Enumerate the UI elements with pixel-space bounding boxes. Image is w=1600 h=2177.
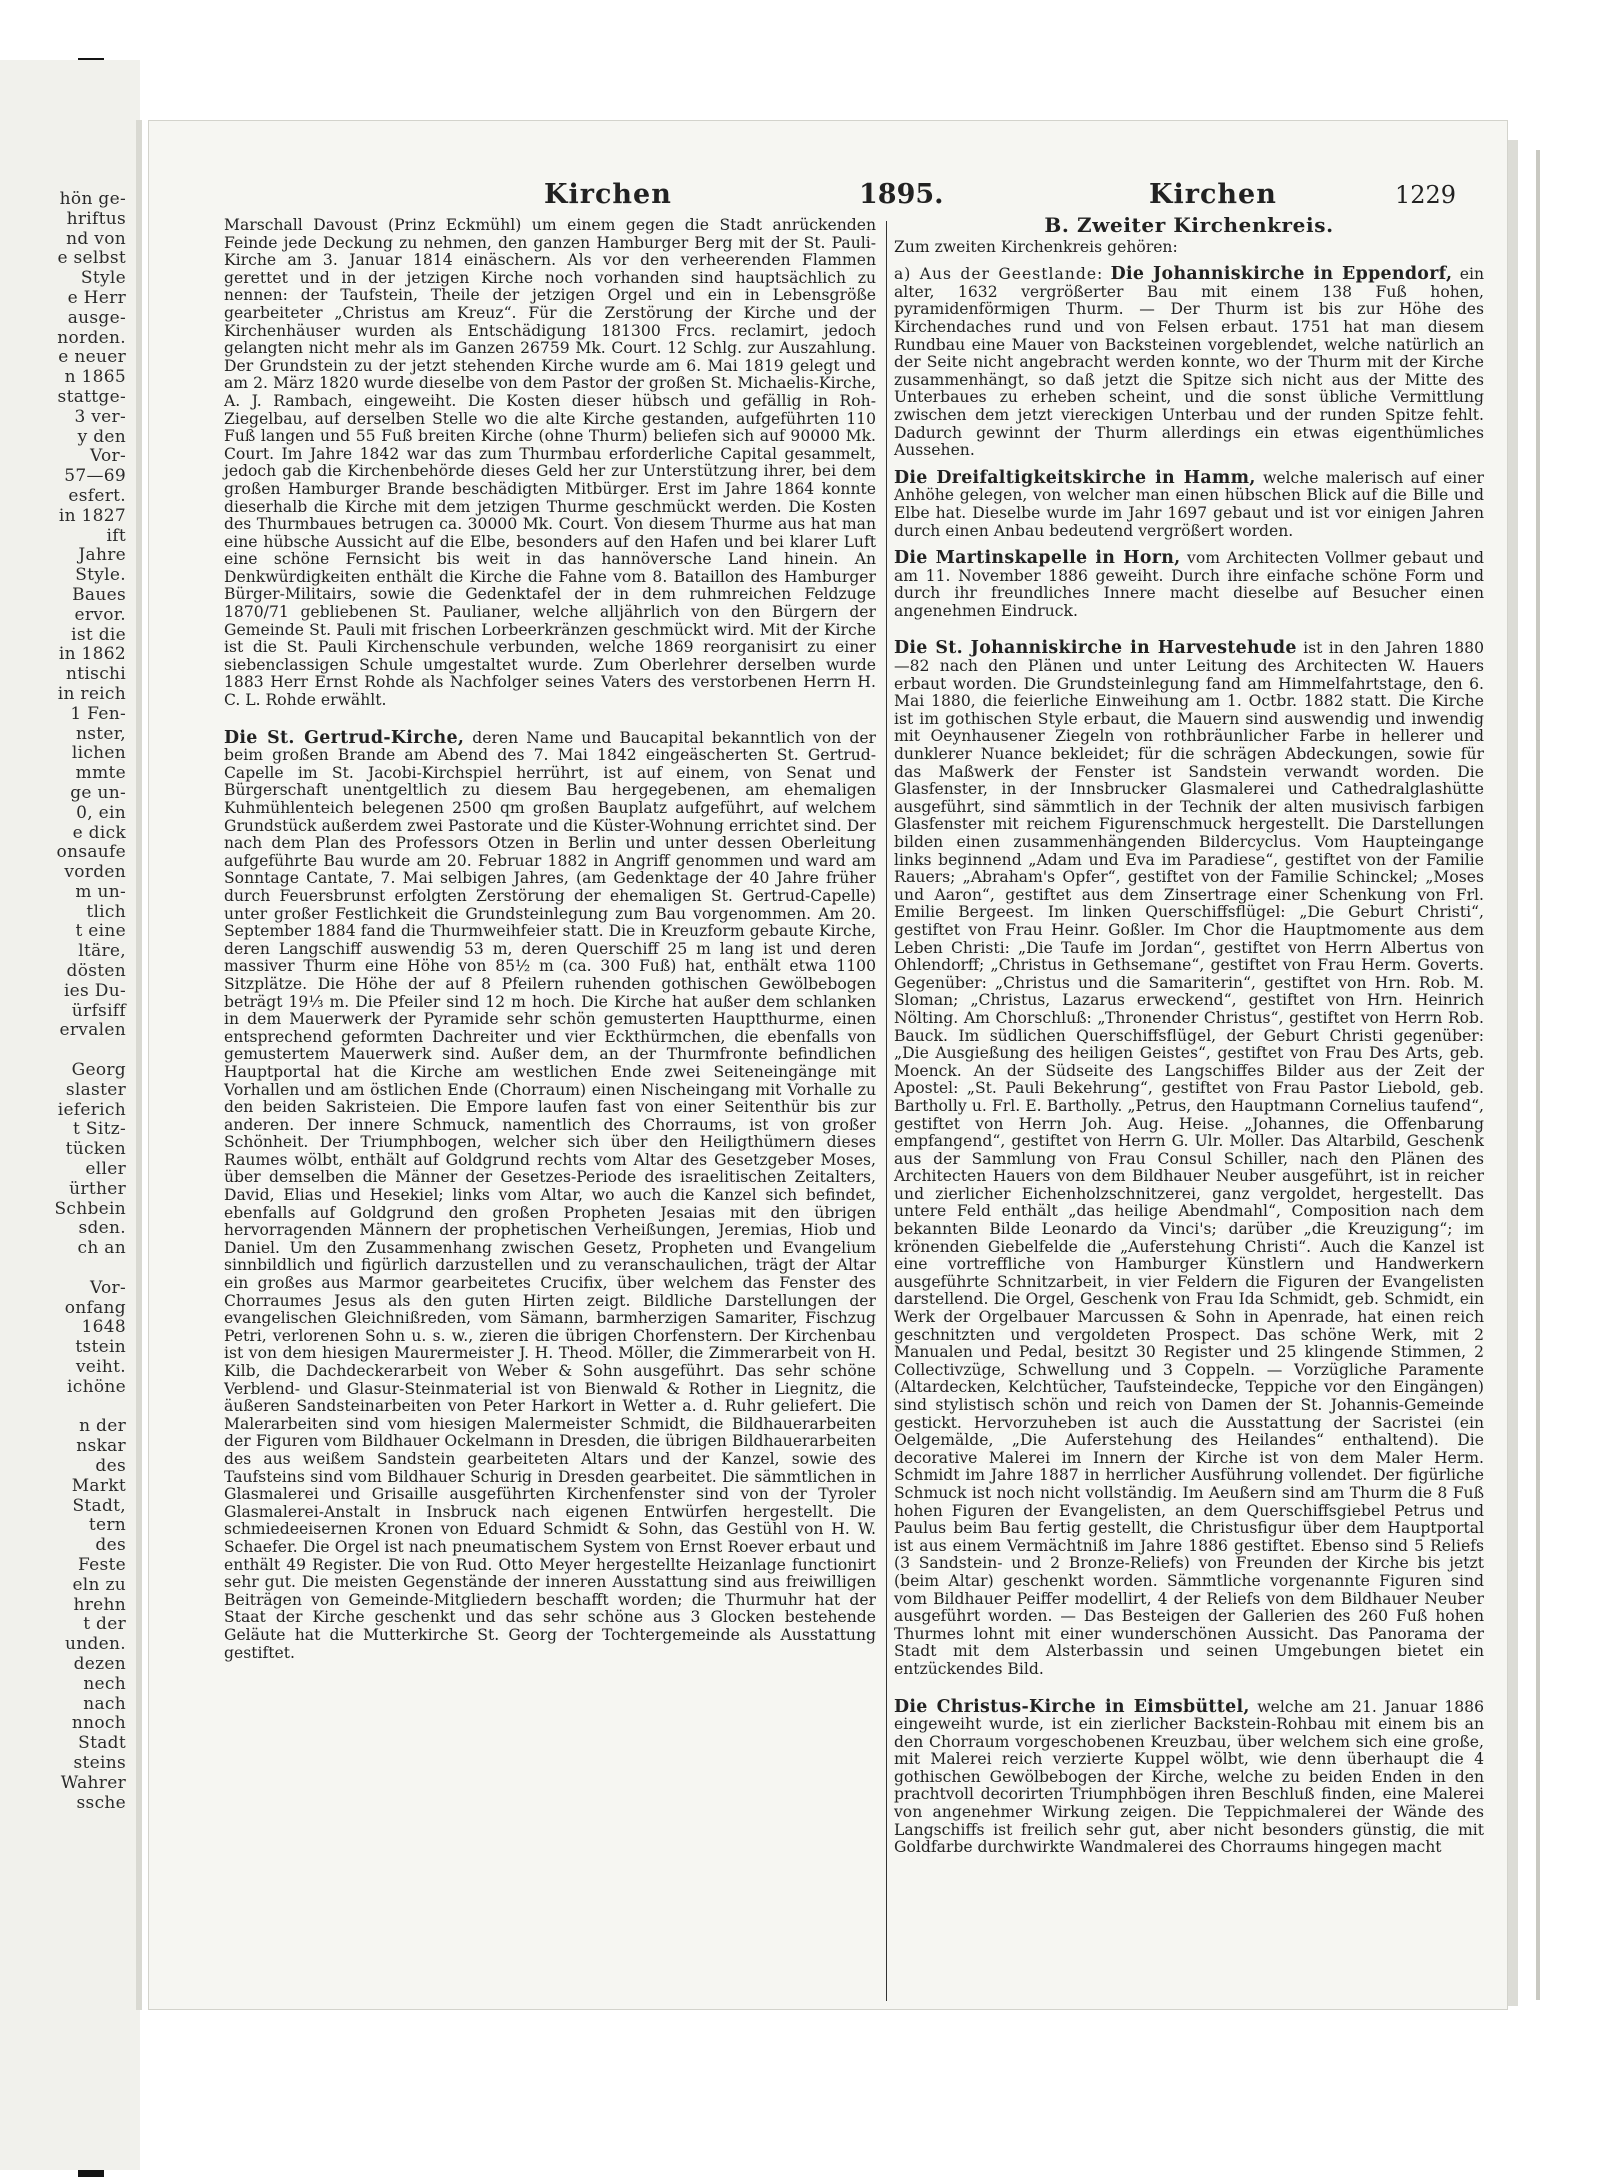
previous-page-line: stattge- (57, 386, 126, 407)
running-title-right: Kirchen (1149, 179, 1277, 210)
st-gertrud-heading: Die St. Gertrud-Kirche, (224, 727, 465, 748)
previous-page-line: des (95, 1535, 126, 1556)
previous-page-line: esfert. (68, 485, 126, 506)
running-header (149, 179, 1507, 215)
previous-page-line: 57—69 (64, 466, 126, 487)
section-intro: Zum zweiten Kirchenkreis gehören: (894, 237, 1178, 256)
previous-page-line: norden. (57, 327, 126, 348)
book-spine (136, 120, 142, 2010)
right-column (894, 213, 1484, 1867)
previous-page-line: t der (83, 1614, 126, 1635)
previous-page-line: Vor- (89, 446, 126, 467)
page-number: 1229 (1395, 181, 1457, 209)
previous-page-line: 1648 (81, 1317, 126, 1338)
hamm-paragraph (894, 467, 1484, 540)
eppendorf-paragraph (894, 266, 1484, 460)
previous-page-line: ch an (77, 1238, 126, 1259)
page-edge-shadow (1536, 150, 1540, 2000)
previous-page-line: tstein (75, 1337, 126, 1358)
previous-page-line: tlich (86, 901, 126, 922)
previous-page-line: dezen (73, 1653, 126, 1674)
previous-page-line: Georg (71, 1060, 126, 1081)
previous-page-line: nskar (76, 1436, 126, 1457)
previous-page-line: m un- (75, 881, 126, 902)
previous-page-line: ürther (69, 1178, 126, 1199)
previous-page-line: onfang (64, 1297, 126, 1318)
previous-page-line: ge un- (70, 782, 126, 803)
previous-page-line: nech (83, 1673, 126, 1694)
previous-page-line: hrehn (73, 1594, 126, 1615)
previous-page-line: ssche (76, 1792, 126, 1813)
previous-page-edge (0, 60, 140, 2170)
previous-page-line: Jahre (78, 545, 126, 566)
previous-page-line: e neuer (58, 347, 126, 368)
previous-page-line: veiht. (75, 1357, 126, 1378)
previous-page-line: Schbein (54, 1198, 126, 1219)
book-page (148, 120, 1508, 2010)
previous-page-line: Stadt, (72, 1495, 126, 1516)
previous-page-line: Stadt (78, 1733, 126, 1754)
column-rule (886, 221, 887, 2001)
previous-page-line: ntischi (66, 664, 126, 685)
previous-page-line: e selbst (57, 248, 126, 269)
section-title: B. Zweiter Kirchenkreis. (1044, 213, 1334, 237)
previous-page-line: Markt (71, 1475, 126, 1496)
previous-page-line: n 1865 (64, 367, 126, 388)
harvestehude-text: ist in den Jahren 1880—82 nach den Plänen und unter Leitung des Architecten W. Hauers erbaut worden. Die Grundsteinlegung fand am Himmelfahrtstage, den 6. Mai 1880, die feierliche Einweihung am 1. Octbr. 1882 statt. Die Kirche ist im gothischen Style erbaut, die Mauern sind auswendig und inwendig mit Oeynhausener Ziegeln von rothbräunlicher Farbe in hellerer und dunklerer Nuance bekleidet; für die schrägen Abdeckungen, sowie für das Maßwerk der Fenster ist Sandstein verwandt worden. Die Glasfenster, in der Innsbrucker Glasmalerei und Cathedralglashütte ausgeführt, sind sämmtlich in der Technik der alten musivisch farbigen Glasfenster mit reichem Figurenschmuck hergestellt. Die Darstellungen bilden einen zusammenhängenden Bildercyclus. Vom Haupteingange links beginnend „Adam und Eva im Paradiese“, gestiftet von der Familie Rauers; „Abraham's Opfer“, gestiftet von der Familie Schinckel; „Moses und Aaron“, gestiftet aus dem Zinsertrage einer Schenkung von Frl. Emilie Bergeest. Im linken Querschiffsflügel: „Die Geburt Christi“, gestiftet von Frau Heinr. Goßler. Im Chor die Hauptmomente aus dem Leben Christi: „Die Taufe im Jordan“, gestiftet von Herrn Albertus von Ohlendorff; „Christus in Gethsemane“, gestiftet von Frau Herm. Goverts. Gegenüber: „Christus und die Samariterin“, gestiftet von Hrn. Rob. M. Sloman; „Christus, Lazarus erweckend“, gestiftet von Hrn. Heinrich Nölting. Am Chorschluß: „Thronender Christus“, gestiftet von Herrn Rob. Bauck. Im südlichen Querschiffsflügel, der Geburt Christi gegenüber: „Die Ausgießung des heiligen Geistes“, gestiftet von Frau Des Arts, geb. Moenck. An der Südseite des Langschiffes Bilder aus der Zeit der Apostel: „St. Pauli Bekehrung“, gestiftet von Frau Pastor Liebold, geb. Bartholly u. Frl. E. Bartholly. „Petrus, den Hauptmann Cornelius taufend“, gestiftet von Herrn Joh. Aug. Heise. „Johannes, die Offenbarung empfangend“, gestiftet von Herrn G. Ulr. Moller. Das Altarbild, Geschenk aus der Sammlung von Frau Consul Schiller, nach den Plänen des Architecten Hauers von dem Bildhauer Neuber ausgeführt, ist in reicher und zierlicher Eichenholzschnitzerei, ganz vergoldet, hergestellt. Das untere Feld enthält „das heilige Abendmahl“, Composition nach dem bekannten Bilde Leonardo da Vinci's; darüber „die Kreuzigung“; im krönenden Giebelfelde die „Auferstehung Christi“. Auch die Kanzel ist eine vortreffliche von Hamburger Künstlern und Handwerkern ausgeführte Schnitzarbeit, in vier Feldern die Figuren der Evangelisten darstellend. Die Orgel, Geschenk von Frau Ida Schmidt, geb. Schmidt, ein Werk der Orgelbauer Marcussen & Sohn in Apenrade, hat einen reich geschnitzten und vergoldeten Prospect. Das schöne Werk, mit 2 Manualen und Pedal, besitzt 30 Register und 25 klingende Stimmen, 2 Collectivzüge, Schwellung und 3 Coppeln. — Vorzügliche Paramente (Altardecken, Kelchtücher, Taufsteindecke, Teppiche vor den Eingängen) sind stylistisch schön und reich von Damen der St. Johannis-Gemeinde gestickt. Hervorzuheben ist auch die Ausstattung der Sacristei (ein Oelgemälde, „Die Auferstehung des Heilandes“ enthaltend). Die decorative Malerei im Innern der Kirche ist von dem Maler Herm. Schmidt im Jahre 1887 in herrlicher Ausführung vollendet. Der figürliche Schmuck ist noch nicht vollständig. Im Aeußern sind am Thurm die 8 Fuß hohen Figuren der Evangelisten, an dem Querschiffsgiebel Petrus und Paulus beim Bau fertig gestellt, die Christusfigur über dem Hauptportal ist aus einem Vermächtniß im Jahre 1886 gestiftet. Ebenso sind 5 Reliefs (3 Sandstein- und 2 Bronze-Reliefs) von Freunden der Kirche bis jetzt (beim Altar) geschenkt worden. Sämmtliche vorgenannte Figuren sind vom Bildhauer Peiffer modellirt, 4 der Reliefs von dem Bildhauer Neuber ausgeführt worden. — Das Besteigen der Gallerien des 260 Fuß hohen Thurmes lohnt mit einer wunderschönen Aussicht. Das Panorama der Stadt mit dem Alsterbassin und seinen Umgebungen bietet ein entzückendes Bild. (894, 639, 1484, 1678)
st-gertrud-paragraph (224, 727, 876, 1662)
eimsbuettel-paragraph (894, 1696, 1484, 1857)
previous-page-line: ürfsiff (71, 1000, 126, 1021)
previous-page-line: lichen (71, 743, 126, 764)
subsection-label: a) Aus der Geestlande: (894, 265, 1104, 284)
previous-page-line: e Herr (67, 287, 126, 308)
previous-page-line: ist die (71, 624, 126, 645)
previous-page-line: Style. (75, 565, 126, 586)
horn-text: vom Architecten Vollmer gebaut und am 11. November 1886 geweiht. Durch ihre einfache schöne Form und durch ihr freundliches Innere macht dieselbe auf Besucher einen angenehmen Eindruck. (894, 549, 1484, 620)
previous-page-line: nach (83, 1693, 126, 1714)
previous-page-line: steins (73, 1752, 126, 1773)
previous-page-line: eller (85, 1159, 126, 1180)
running-year: 1895. (859, 179, 944, 210)
previous-page-line: ervalen (59, 1020, 126, 1041)
harvestehude-paragraph (894, 640, 1484, 1678)
running-title-left: Kirchen (544, 179, 672, 210)
previous-page-line: ieferich (57, 1099, 126, 1120)
st-pauli-paragraph: Marschall Davoust (Prinz Eckmühl) um einem gegen die Stadt anrückenden Feinde jede Deckung zu nehmen, den ganzen Hamburger Berg mit der St. Pauli-Kirche am 3. Januar 1814 einäschern. Als vor den verheerenden Flammen gerettet und in der jetzigen Kirche noch vorhanden sind hauptsächlich zu nennen: der Taufstein, Theile der jetzigen Orgel und ein in Lebensgröße gearbeiteter „Christus am Kreuz“. Für die Zerstörung der Kirche und der Kirchenhäuser wurden als Entschädigung 181300 Frcs. reclamirt, jedoch gelangten nicht mehr als im Ganzen 26759 Mk. Court. 12 Schlg. zur Auszahlung. Der Grundstein zu der jetzt stehenden Kirche wurde am 6. Mai 1819 gelegt und am 2. März 1820 wurde dieselbe von dem Pastor der großen St. Michaelis-Kirche, A. J. Rambach, eingeweiht. Die Kosten dieser hübsch und gefällig in Roh-Ziegelbau, auf derselben Stelle wo die alte Kirche gestanden, aufgeführten 110 Fuß langen und 55 Fuß breiten Kirche (ohne Thurm) beliefen sich auf 90000 Mk. Court. Im Jahre 1842 war das zum Thurmbau erforderliche Capital gesammelt, jedoch gab die Kirchenbehörde dieses Geld her zur Unterstützung ihrer, bei dem großen Hamburger Brande beschädigten Mitbürger. Erst im Jahre 1864 konnte dieserhalb die Kirche mit dem jetzigen Thurme geschmückt werden. Die Kosten des Thurmbaues betrugen ca. 30000 Mk. Court. Von diesem Thurme aus hat man eine hübsche Aussicht auf die Elbe, besonders auf den Hafen und bei klarer Luft eine schöne Fernsicht bis weit in das hannöversche Land hinein. An Denkwürdigkeiten enthält die Kirche die Fahne vom 8. Bataillon des Hamburger Bürger-Militairs, sowie die Gedenktafel der in dem ruhmreichen Feldzuge 1870/71 gebliebenen St. Paulianer, welche alljährlich von den Bürgern der Gemeinde St. Pauli mit frischen Lorbeerkränzen geschmückt wird. Mit der Kirche ist die St. Pauli Kirchenschule verbunden, welche 1869 reorganisirt zu einer siebenclassigen Schule umgestaltet wurde. Zum Oberlehrer derselben wurde 1883 Herr Ernst Rohde als Nachfolger seines Vaters des verstorbenen Herrn H. C. L. Rohde erwählt. (224, 216, 876, 710)
horn-heading: Die Martinskapelle in Horn, (894, 548, 1181, 569)
previous-page-line: t Sitz- (73, 1119, 126, 1140)
eppendorf-text: ein alter, 1632 vergrößerter Bau mit einem 138 Fuß hohen, pyramidenförmigen Thurm. — Der Thurm ist bis zur Höhe des Kirchendaches rund und von Felsen erbaut. 1751 hat man diesem Rundbau eine Mauer von Backsteinen vorgeblendet, welche natürlich an der Seite nicht angebracht werden konnte, wo der Thurm mit der Kirche zusammenhängt, so daß jetzt die Spitze sich nicht aus der Mitte des Unterbaues zu erheben scheint, und die sonst übliche Vermittlung zwischen dem jetzt viereckigen Unterbau und der runden Spitze fehlt. Dadurch gewinnt der Thurm allerdings ein etwas eigenthümliches Aussehen. (894, 265, 1484, 460)
previous-page-line: unden. (65, 1634, 126, 1655)
previous-page-line: nnoch (71, 1713, 126, 1734)
horn-paragraph (894, 550, 1484, 620)
previous-page-line: Vor- (89, 1277, 126, 1298)
previous-page-line: dösten (66, 961, 126, 982)
left-column (224, 217, 876, 1672)
previous-page-line: 3 ver- (74, 406, 126, 427)
previous-page-line: ausge- (67, 307, 126, 328)
previous-page-line: eln zu (72, 1574, 126, 1595)
previous-page-line: hriftus (66, 208, 126, 229)
previous-page-line: in reich (57, 683, 126, 704)
previous-page-line: ervor. (74, 604, 126, 625)
previous-page-line: Wahrer (60, 1772, 126, 1793)
previous-page-line: slaster (65, 1079, 126, 1100)
previous-page-line (0, 1259, 130, 1279)
page-edge (1508, 140, 1518, 2006)
previous-page-line: onsaufe (56, 842, 126, 863)
previous-page-line: ift (106, 525, 126, 546)
previous-page-line: in 1827 (58, 505, 126, 526)
previous-page-line: tücken (65, 1139, 126, 1160)
previous-page-line: nd von (66, 228, 126, 249)
previous-page-line: sden. (78, 1218, 126, 1239)
previous-page-line: mmte (75, 763, 126, 784)
previous-page-text (0, 190, 130, 1813)
previous-page-line: t eine (75, 921, 126, 942)
hamm-heading: Die Dreifaltigkeitskirche in Hamm, (894, 467, 1256, 488)
previous-page-line: vorden (64, 862, 126, 883)
previous-page-line: 1 Fen- (70, 703, 126, 724)
previous-page-line: y den (77, 426, 126, 447)
harvestehude-heading: Die St. Johanniskirche in Harvestehude (894, 638, 1297, 659)
previous-page-line: tern (88, 1515, 126, 1536)
previous-page-line: Feste (77, 1554, 126, 1575)
st-gertrud-text: deren Name und Baucapital bekanntlich von der beim großen Brande am Abend des 7. Mai 1842 eingeäscherten St. Gertrud-Capelle im St. Jacobi-Kirchspiel herrührt, ist auf einem, von Senat und Bürgerschaft unentgeltlich zu diesem Bau hergegebenen, am ehemaligen Kuhmühlenteich belegenen 2500 qm großen Bauplatz aufgeführt, auf welchem Grundstück außerdem zwei Pastorate und die Küster-Wohnung errichtet sind. Der nach dem Plan des Professors Otzen in Berlin und unter dessen Oberleitung aufgeführte Bau wurde am 20. Februar 1882 in Angriff genommen und ward am Sonntage Cantate, 7. Mai selbigen Jahres, (am Gedenktage der 40 Jahre früher durch Feuersbrunst erfolgten Zerstörung der ehemaligen St. Gertrud-Capelle) unter großer Festlichkeit die Grundsteinlegung zum Bau vorgenommen. Am 20. September 1884 fand die Thurmweihfeier statt. Die in Kreuzform gebaute Kirche, deren Langschiff auswendig 53 m, deren Querschiff 25 m lang ist und deren massiver Thurm eine Höhe von 85½ m (ca. 300 Fuß) hat, enthält etwa 1100 Sitzplätze. Die Höhe der auf 8 Pfeilern ruhenden gothischen Gewölbebogen beträgt 19⅓ m. Die Pfeiler sind 12 m hoch. Die Kirche hat außer dem schlanken in dem Mauerwerk der Pyramide sehr schön gemusterten Hauptthurme, einen entsprechend geformten Dachreiter und vier Eckthürmchen, die ebenfalls von gemustertem Mauerwerk sind. Außer dem, an der Thurmfronte befindlichen Hauptportal hat die Kirche am westlichen Ende zwei Seiteneingänge mit Vorhallen und am östlichen Ende (Chorraum) einen Nischeingang mit Vorhalle zu den beiden Sakristeien. Die Empore laufen fast von einer Seitenthür bis zur anderen. Der innere Schmuck, namentlich des Chorraums, ist von großer Schönheit. Der Triumphbogen, welcher sich über den Heiligthümern dieses Raumes wölbt, enthält auf Goldgrund rechts vom Altar des Gesetzgeber Moses, über demselben die Männer der Gesetzes-Periode des israelitischen Zeitalters, David, Elias und Hesekiel; links vom Altar, wo auch die Kanzel sich befindet, ebenfalls auf Goldgrund den großen Propheten Jesaias mit den übrigen hervorragenden Männern der prophetischen Verheißungen, Jeremias, Hiob und Daniel. Um den Zusammenhang zwischen Gesetz, Propheten und Evangelium sinnbildlich und figürlich darzustellen und zu veranschaulichen, trägt der Altar ein großes aus Marmor gearbeitetes Crucifix, über welchem das Fenster des Chorraumes Jesus als den guten Hirten zeigt. Bildliche Darstellungen der evangelischen Gleichnißreden, vom Sämann, barmherzigen Samariter, Fischzug Petri, verlorenen Sohn u. s. w., zieren die übrigen Chorfenstern. Der Kirchenbau ist von dem hiesigen Maurermeister J. H. Theod. Möller, die Zimmerarbeit von H. Kilb, die Dachdeckerarbeit von Weber & Sohn ausgeführt. Das sehr schöne Verblend- und Glasur-Steinmaterial ist von Bienwald & Rother in Liegnitz, die äußeren Sandsteinarbeiten von Peter Harkort in Wetter a. d. Ruhr geliefert. Die Malerarbeiten sind vom hiesigen Malermeister Schmidt, die Bildhauerarbeiten der Figuren vom Bildhauer Ockelmann in Dresden, die übrigen Bildhauerarbeiten des aus weißem Sandstein gearbeiteten Altars und der Kanzel, sowie des Taufsteins sind vom Bildhauer Schurig in Dresden gearbeitet. Die sämmtlichen in Glasmalerei und Grisaille ausgeführten Kirchenfenster sind von der Tyroler Glasmalerei-Anstalt in Insbruck nach eigenen Entwürfen hergestellt. Die schmiedeeisernen Kronen von Eduard Schmidt & Sohn, das Gestühl von H. W. Schaefer. Die Orgel ist nach pneumatischem System von Ernst Roever erbaut und enthält 49 Register. Die von Rud. Otto Meyer hergestellte Heizanlage functionirt sehr gut. Die meisten Gegenstände der inneren Ausstattung sind aus freiwilligen Beiträgen von Gemeinde-Mitgliedern beschafft worden; die Thurmuhr hat der Staat der Kirche geschenkt und das sehr schöne aus 3 Glocken bestehende Geläute hat die Mutterkirche St. Georg der Tochtergemeinde als Ausstattung gestiftet. (224, 728, 876, 1662)
eimsbuettel-text: welche am 21. Januar 1886 eingeweiht wurde, ist ein zierlicher Backstein-Rohbau mit einem bis an den Chorraum vorgeschobenen Kreuzbau, über welchem sich eine große, mit Malerei reich verzierte Kuppel wölbt, wie denn überhaupt die 4 gothischen Gewölbebogen der Kirche, welche zu beiden Enden in den prachtvoll decorirten Triumphbögen ihren Beschluß finden, eine Malerei von angenehmer Wirkung zeigen. Die Teppichmalerei der Wände des Langschiffs ist freilich sehr gut, aber nicht besonders günstig, die mit Goldfarbe durchwirkte Wandmalerei des Chorraums hingegen macht (894, 1697, 1484, 1857)
previous-page-line: Baues (72, 584, 126, 605)
previous-page-line: ies Du- (63, 980, 126, 1001)
eppendorf-heading: Die Johanniskirche in Eppendorf, (1110, 264, 1453, 285)
previous-page-line: nster, (75, 723, 126, 744)
previous-page-line: in 1862 (58, 644, 126, 665)
previous-page-line: n der (79, 1416, 126, 1437)
previous-page-line: Style (80, 268, 126, 289)
previous-page-line: e dick (72, 822, 126, 843)
previous-page-line: ltäre, (78, 941, 126, 962)
previous-page-line (0, 1398, 130, 1418)
eimsbuettel-heading: Die Christus-Kirche in Eimsbüttel, (894, 1696, 1250, 1717)
previous-page-line: des (95, 1456, 126, 1476)
previous-page-line (0, 1041, 130, 1061)
hamm-text: welche malerisch auf einer Anhöhe gelegen, von welcher man einen hübschen Blick auf die Bille und Elbe hat. Dieselbe wurde im Jahr 1697 gebaut und ist vor einigen Jahren durch einen Anbau bedeutend vergrößert worden. (894, 468, 1484, 540)
previous-page-line: hön ge- (59, 189, 126, 209)
previous-page-line: 0, ein (76, 802, 126, 823)
previous-page-line: ichöne (67, 1376, 126, 1397)
